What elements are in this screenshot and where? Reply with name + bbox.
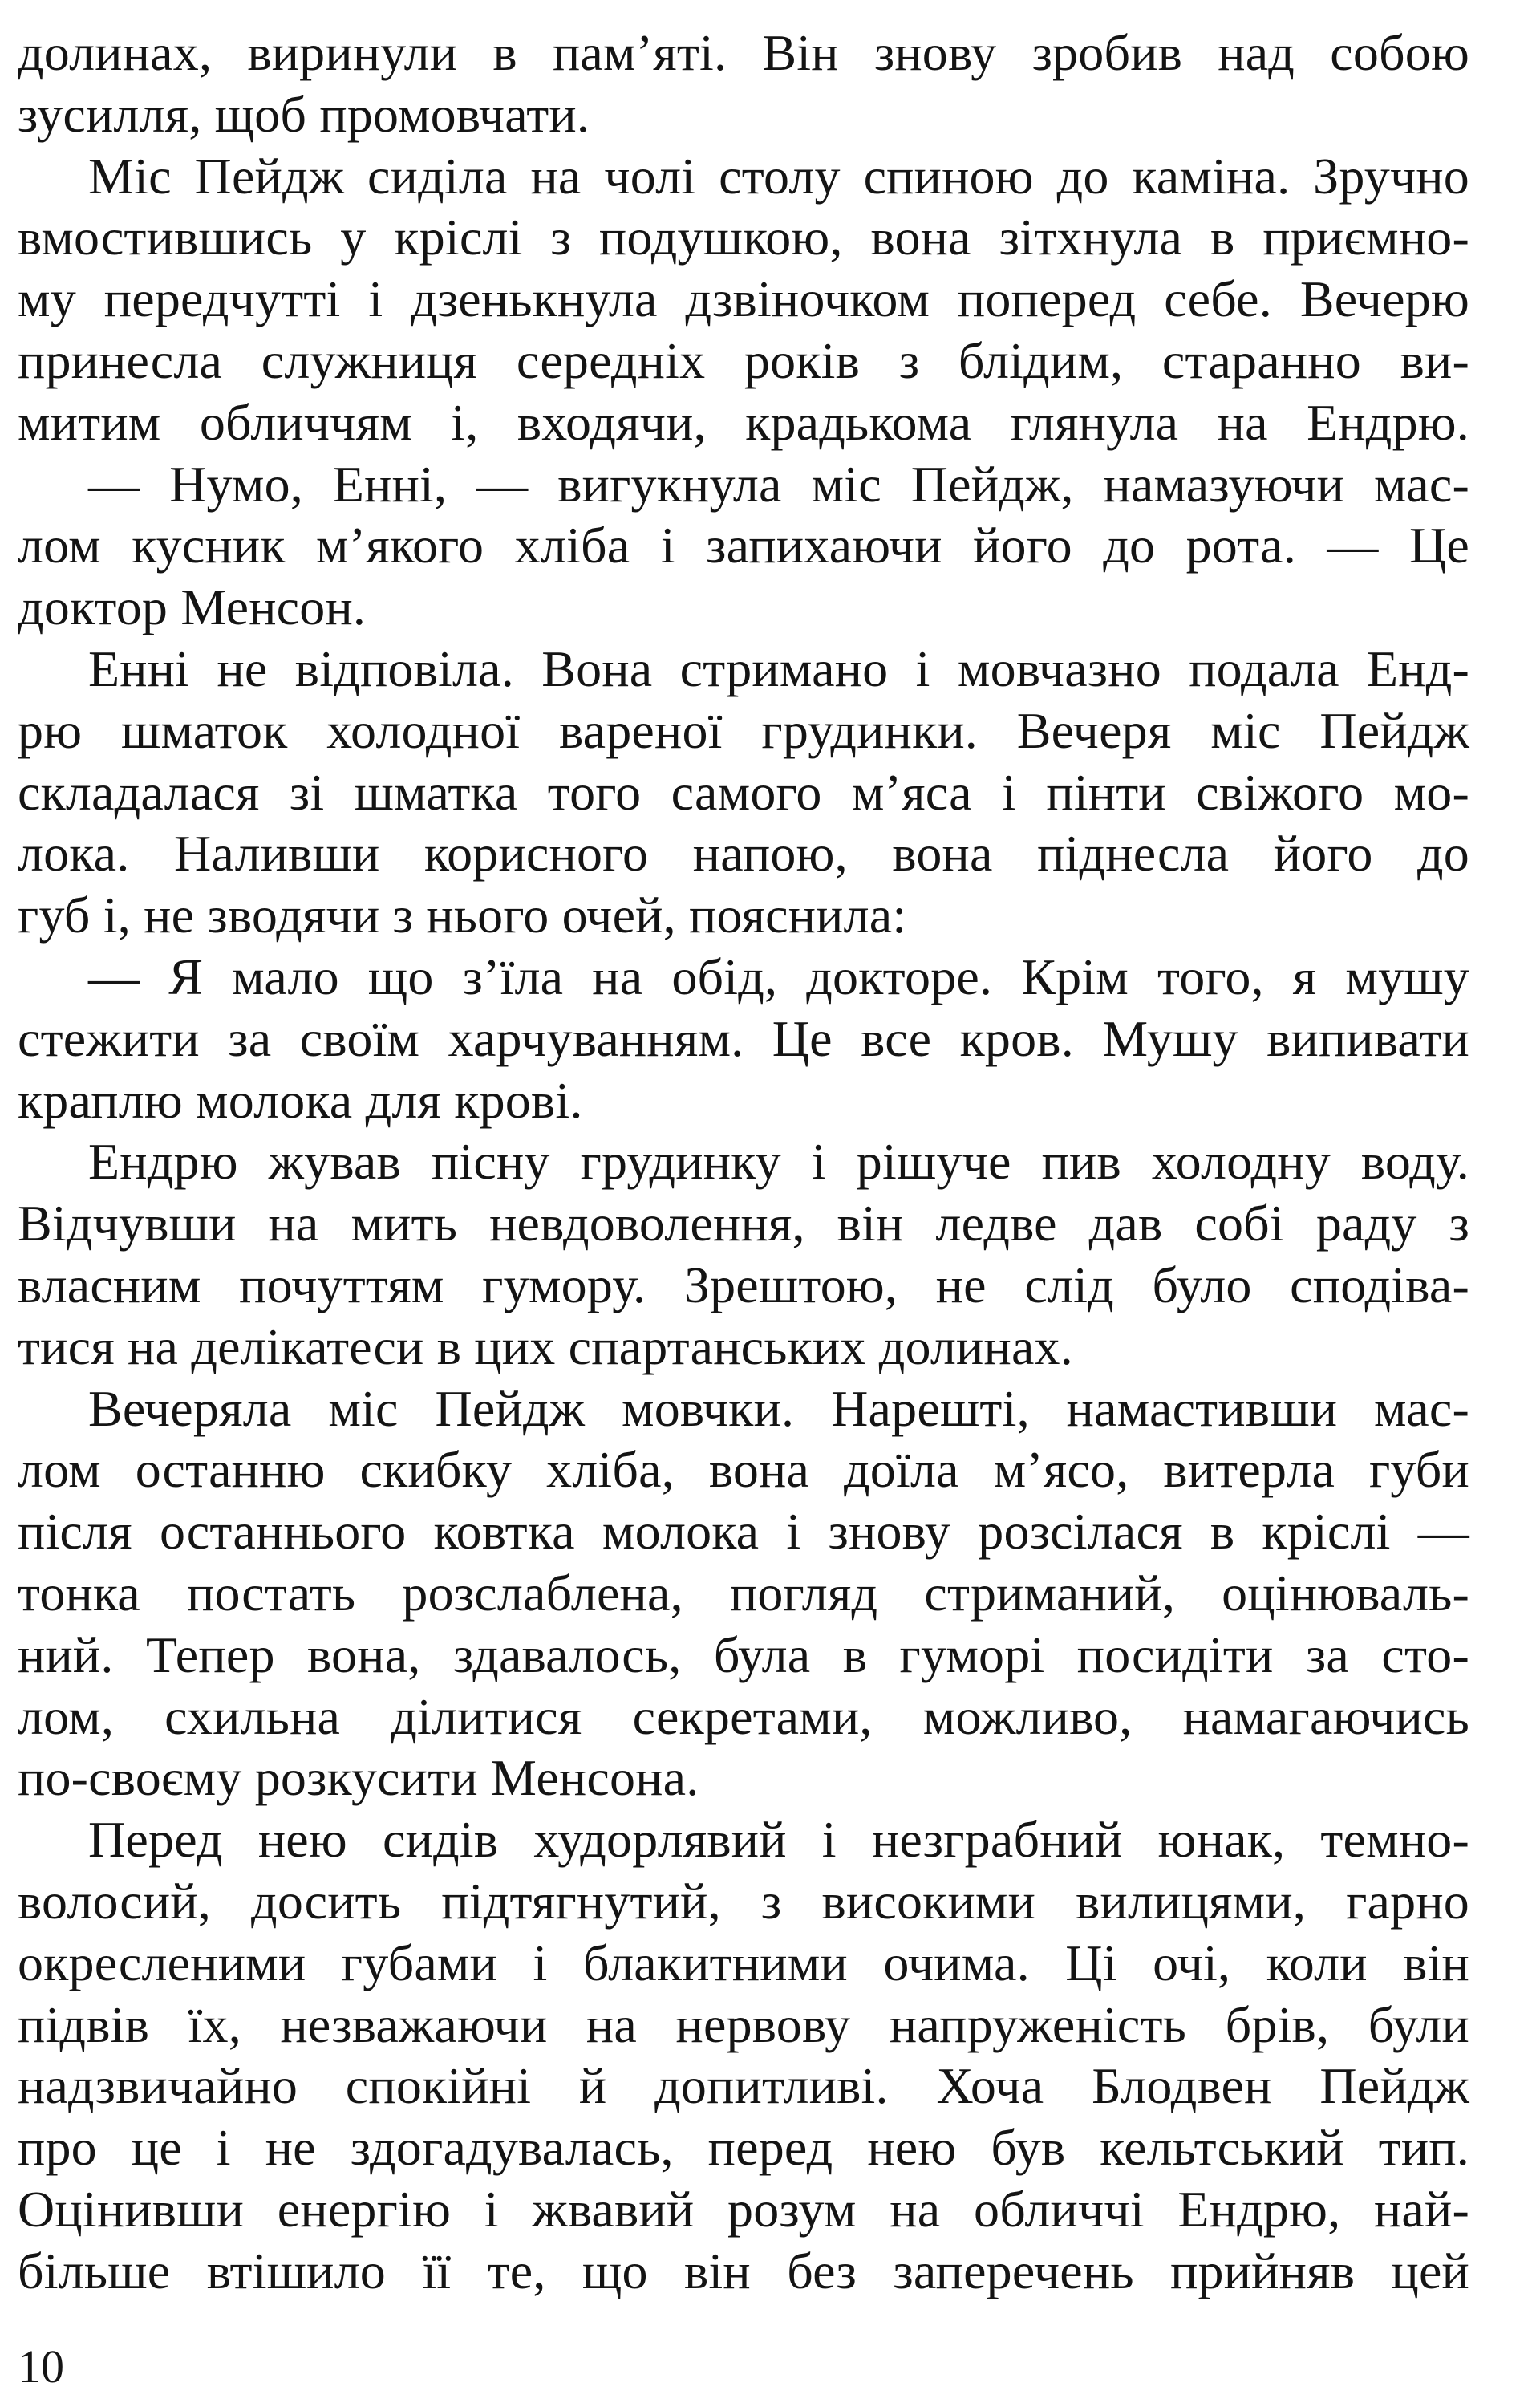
- text-line: лом, схильна ділитися секретами, можливо, намагаючись: [18, 1687, 1469, 1745]
- page-number: 10: [18, 2340, 64, 2393]
- text-line: надзвичайно спокійні й допитливі. Хоча Блодвен Пейдж: [18, 2057, 1469, 2115]
- text-line: долинах, виринули в пам’яті. Він знову зробив над собою: [18, 24, 1469, 81]
- text-line: ний. Тепер вона, здавалось, була в гуморі посидіти за сто-: [18, 1626, 1469, 1683]
- text-line: Міс Пейдж сиділа на чолі столу спиною до каміна. Зручно: [88, 147, 1469, 205]
- text-line: Енні не відповіла. Вона стримано і мовчазно подала Енд-: [88, 639, 1469, 697]
- text-line: Вечеряла міс Пейдж мовчки. Нарешті, намастивши мас-: [88, 1379, 1469, 1437]
- text-line: після останнього ковтка молока і знову розсілася в кріслі —: [18, 1503, 1469, 1561]
- text-line: складалася зі шматка того самого м’яса і пінти свіжого мо-: [18, 763, 1469, 821]
- text-line: по-своєму розкусити Менсона.: [18, 1749, 699, 1807]
- text-line: Оцінивши енергію і жвавий розум на обличчі Ендрю, най-: [18, 2180, 1469, 2238]
- text-line: принесла служниця середніх років з блідим, старанно ви-: [18, 331, 1469, 389]
- text-line: губ і, не зводячи з нього очей, пояснила:: [18, 887, 907, 944]
- text-line: лом останню скибку хліба, вона доїла м’ясо, витерла губи: [18, 1441, 1469, 1499]
- text-line: рю шматок холодної вареної грудинки. Вечеря міс Пейдж: [18, 701, 1469, 759]
- text-line: му передчутті і дзенькнула дзвіночком поперед себе. Вечерю: [18, 270, 1469, 328]
- text-line: окресленими губами і блакитними очима. Ці очі, коли він: [18, 1934, 1469, 1991]
- text-line: стежити за своїм харчуванням. Це все кров. Мушу випивати: [18, 1009, 1469, 1067]
- body-text: [18, 22, 1469, 2302]
- text-line: вмостившись у кріслі з подушкою, вона зітхнула в приємно-: [18, 209, 1469, 266]
- text-line: — Нумо, Енні, — вигукнула міс Пейдж, намазуючи мас-: [88, 455, 1469, 513]
- text-line: — Я мало що з’їла на обід, докторе. Крім того, я мушу: [88, 948, 1469, 1005]
- text-line: лока. Наливши корисного напою, вона піднесла його до: [18, 825, 1469, 883]
- text-line: краплю молока для крові.: [18, 1071, 583, 1129]
- text-line: власним почуттям гумору. Зрештою, не слід було сподіва-: [18, 1256, 1469, 1313]
- text-line: доктор Менсон.: [18, 578, 367, 636]
- text-line: митим обличчям і, входячи, крадькома глянула на Ендрю.: [18, 393, 1469, 451]
- text-line: тися на делікатеси в цих спартанських долинах.: [18, 1317, 1073, 1375]
- text-line: Ендрю жував пісну грудинку і рішуче пив холодну воду.: [88, 1133, 1469, 1191]
- text-line: волосий, досить підтягнутий, з високими вилицями, гарно: [18, 1872, 1469, 1930]
- text-line: тонка постать розслаблена, погляд стриманий, оцінюваль-: [18, 1564, 1469, 1622]
- text-line: зусилля, щоб промовчати.: [18, 85, 590, 143]
- text-line: більше втішило її те, що він без заперечень прийняв цей: [18, 2242, 1469, 2299]
- text-line: лом кусник м’якого хліба і запихаючи його до рота. — Це: [18, 517, 1469, 574]
- text-line: Відчувши на мить невдоволення, він ледве дав собі раду з: [18, 1195, 1469, 1252]
- text-line: Перед нею сидів худорлявий і незграбний юнак, темно-: [88, 1811, 1469, 1869]
- text-line: про це і не здогадувалась, перед нею був кельтський тип.: [18, 2119, 1469, 2177]
- text-line: підвів їх, незважаючи на нервову напруженість брів, були: [18, 1995, 1469, 2053]
